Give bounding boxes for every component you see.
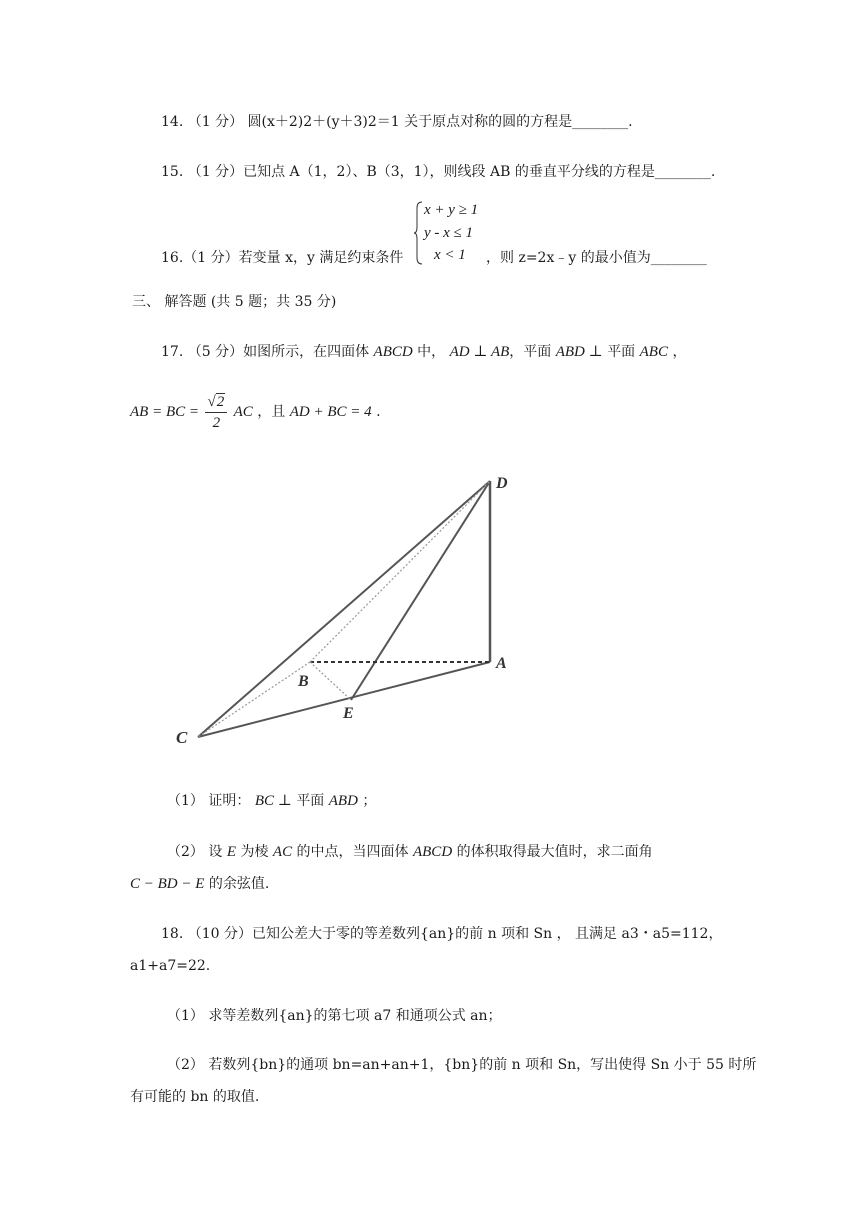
q17-part2-d: 的体积取得最大值时，求二面角 xyxy=(456,844,653,860)
constraint-system xyxy=(414,200,484,266)
question-16-suffix: ，则 z=2x﹣y 的最小值为________ xyxy=(486,250,707,266)
q17-plane-word2: 平面 xyxy=(607,344,636,360)
q17-part1-word: 证明： xyxy=(208,793,251,809)
sqrt-icon: √2 xyxy=(207,393,225,410)
q18-part2-line1: （2） 若数列{bn}的通项 bn=an+an+1，{bn}的前 n 项和 Sn，写出使得 Sn 小于 55 时所 xyxy=(167,1057,757,1073)
label-e: E xyxy=(343,705,354,722)
constraint-2: y - x ≤ 1 xyxy=(424,225,474,241)
tetrahedron-figure xyxy=(170,470,530,750)
label-a: A xyxy=(496,655,507,672)
q17-tetra: ABCD xyxy=(373,344,413,360)
constraint-1: x + y ≥ 1 xyxy=(424,202,479,218)
q17-part1-expr: BC ⊥ xyxy=(254,793,292,809)
q17-part2-b: 为棱 xyxy=(240,844,269,860)
q17-and: ，且 xyxy=(257,404,286,420)
label-b: B xyxy=(298,673,309,690)
question-16-prefix: 16.（1 分）若变量 x，y 满足约束条件 xyxy=(161,250,404,266)
section-heading: 三、 解答题 (共 5 题；共 35 分) xyxy=(132,294,337,310)
q17-part1-end: ； xyxy=(362,793,377,809)
q17-part2-angle: C − BD − E xyxy=(130,876,205,892)
q17-part2-c: 的中点，当四面体 xyxy=(296,844,409,860)
question-18-line2: a1+a7=22. xyxy=(130,958,211,974)
q17-intro: 17. （5 分）如图所示，在四面体 xyxy=(161,344,370,360)
label-c: C xyxy=(176,728,188,747)
q17-eq-ac: AC xyxy=(233,404,253,420)
q17-frac-num: 2 xyxy=(216,393,225,410)
q17-part2-e: E xyxy=(226,844,236,860)
question-18-line1: 18. （10 分）已知公差大于零的等差数列{an}的前 n 项和 Sn ， 且满足 a3・a5=112， xyxy=(161,926,723,942)
q17-part2-num: （2） xyxy=(167,844,204,860)
q17-part1-plane: 平面 xyxy=(296,793,325,809)
q17-part1-num: （1） xyxy=(167,793,204,809)
q17-sum: AD + BC = 4 xyxy=(289,404,372,420)
question-17-line2 xyxy=(130,390,381,434)
q17-part2-ac: AC xyxy=(272,844,293,860)
edge-be xyxy=(310,662,351,700)
question-17-line1 xyxy=(161,342,686,362)
q17-part2-e2: 的余弦值. xyxy=(208,876,270,892)
question-15: 15. （1 分）已知点 A（1，2）、B（3，1），则线段 AB 的垂直平分线的方程是________. xyxy=(161,164,716,180)
question-14: 14. （1 分） 圆(x＋2)2＋(y＋3)2＝1 关于原点对称的圆的方程是________. xyxy=(161,114,633,130)
edge-bc xyxy=(198,662,310,737)
q17-part2-abcd: ABCD xyxy=(412,844,453,860)
q18-part2-line2: 有可能的 bn 的取值. xyxy=(130,1089,260,1105)
label-d: D xyxy=(496,475,508,492)
q17-plane-abc: ABC xyxy=(639,344,668,360)
q18-part1: （1） 求等差数列{an}的第七项 a7 和通项公式 an； xyxy=(167,1008,502,1024)
q17-plane-word1: ，平面 xyxy=(509,344,552,360)
q17-part2-a: 设 xyxy=(208,844,223,860)
q17-part2-line2 xyxy=(130,874,269,894)
q17-comma: ， xyxy=(672,344,687,360)
q17-plane-abd: ABD ⊥ xyxy=(555,344,603,360)
q17-eq-left: AB = BC = xyxy=(130,404,199,420)
q17-part2-line1 xyxy=(167,842,653,862)
q17-period: . xyxy=(376,404,381,420)
q17-part1 xyxy=(167,791,376,811)
q17-frac-den: 2 xyxy=(212,414,221,431)
constraint-3: x < 1 xyxy=(434,247,466,263)
q17-fraction xyxy=(205,392,227,433)
edge-bd xyxy=(310,481,490,662)
q17-perp: AD ⊥ AB xyxy=(449,344,510,360)
left-brace-icon xyxy=(414,200,424,266)
q17-part1-abd: ABD xyxy=(328,793,358,809)
q17-zhong: 中， xyxy=(417,344,446,360)
